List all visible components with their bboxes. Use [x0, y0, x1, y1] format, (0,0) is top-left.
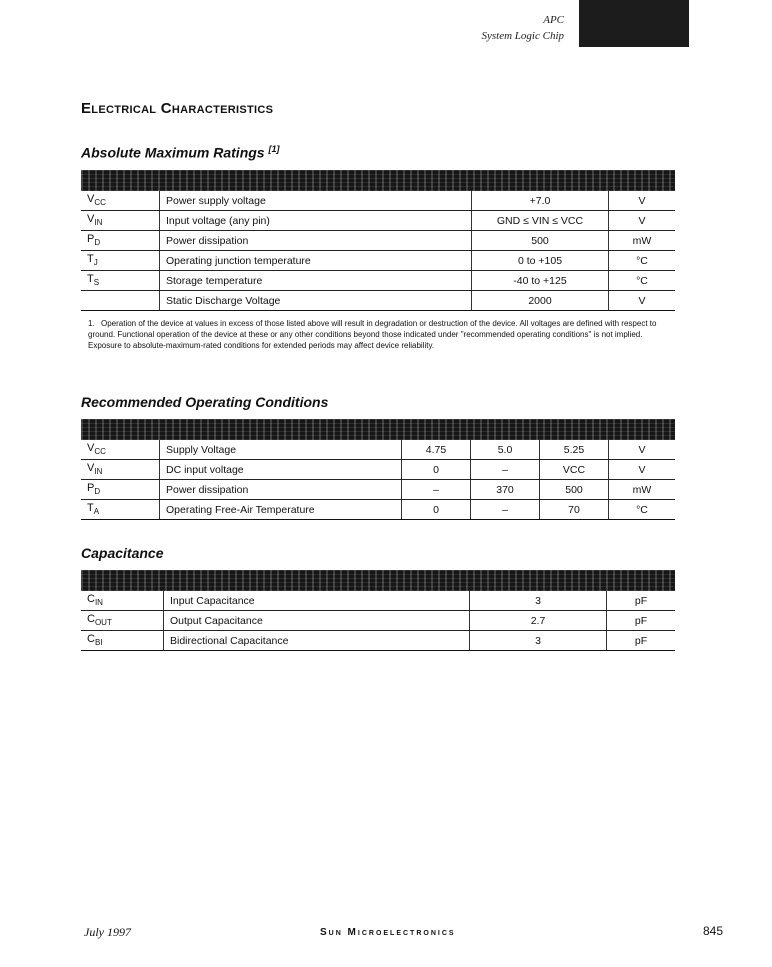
footer-date: July 1997 [84, 925, 131, 939]
max-cell: VCC [540, 460, 609, 480]
page-title: Electrical Characteristics [81, 100, 274, 117]
table-row [81, 211, 675, 231]
parameter-cell: Operating Free-Air Temperature [160, 500, 402, 520]
section-title-capacitance: Capacitance [81, 545, 164, 561]
parameter-cell: Operating junction temperature [160, 251, 472, 271]
unit-cell: °C [609, 271, 676, 291]
symbol-cell: $P_D$ [81, 480, 160, 500]
section-title-text: Absolute Maximum Ratings [81, 144, 265, 161]
document-header-product [482, 12, 565, 44]
unit-cell: pF [607, 631, 676, 651]
symbol-cell: $T_J$ [81, 251, 160, 271]
footnote-text: Operation of the device at values in excess of those listed above will result in degradation or destruction of the device. All voltages are defined with respect to ground. Functional operation of the device at these or any other conditions beyond those indicated under "recommended operating conditions" is not implied. Exposure to absolute-maximum-rated conditions for extended periods may affect device reliability. [88, 319, 657, 350]
table-row [81, 460, 675, 480]
footnote [88, 318, 668, 351]
table-row [81, 480, 675, 500]
parameter-cell: Bidirectional Capacitance [164, 631, 470, 651]
table-row [81, 251, 675, 271]
typ-cell: 5.0 [471, 440, 540, 460]
symbol-cell: $T_S$ [81, 271, 160, 291]
table-row [81, 500, 675, 520]
parameter-cell: Input voltage (any pin) [160, 211, 472, 231]
min-cell: 0 [402, 500, 471, 520]
symbol-cell: $C_{BI}$ [81, 631, 164, 651]
absolute-max-ratings-table [81, 170, 675, 311]
value-cell: 2.7 [470, 611, 607, 631]
unit-cell: V [609, 291, 676, 311]
table-row [81, 291, 675, 311]
symbol-cell: $T_A$ [81, 500, 160, 520]
parameter-cell: Storage temperature [160, 271, 472, 291]
unit-cell: mW [609, 480, 676, 500]
capacitance-table [81, 570, 675, 651]
parameter-cell: Power supply voltage [160, 191, 472, 211]
typ-cell: – [471, 500, 540, 520]
parameter-cell: Power dissipation [160, 480, 402, 500]
symbol-cell: $C_{OUT}$ [81, 611, 164, 631]
footnote-number: 1. [88, 319, 95, 328]
table-header-bar [81, 170, 675, 191]
unit-cell: °C [609, 251, 676, 271]
value-cell: -40 to +125 [472, 271, 609, 291]
typ-cell: – [471, 460, 540, 480]
value-cell: 2000 [472, 291, 609, 311]
table-row [81, 631, 675, 651]
min-cell: 0 [402, 460, 471, 480]
symbol-cell: $C_{IN}$ [81, 591, 164, 611]
value-cell: 3 [470, 591, 607, 611]
max-cell: 5.25 [540, 440, 609, 460]
page-number: 845 [703, 924, 724, 938]
unit-cell: °C [609, 500, 676, 520]
max-cell: 70 [540, 500, 609, 520]
unit-cell: V [609, 460, 676, 480]
table-header-bar [81, 419, 675, 440]
parameter-cell: Static Discharge Voltage [160, 291, 472, 311]
parameter-cell: Input Capacitance [164, 591, 470, 611]
value-cell: 3 [470, 631, 607, 651]
min-cell: – [402, 480, 471, 500]
unit-cell: V [609, 211, 676, 231]
section-title-absolute-max [81, 144, 279, 161]
unit-cell: V [609, 440, 676, 460]
table-header-bar [81, 570, 675, 591]
unit-cell: mW [609, 231, 676, 251]
table-row [81, 440, 675, 460]
table-row [81, 191, 675, 211]
symbol-cell [81, 291, 160, 311]
value-cell: 0 to +105 [472, 251, 609, 271]
symbol-cell: $V_{IN}$ [81, 211, 160, 231]
header-product-line: APC [543, 14, 564, 26]
parameter-cell: DC input voltage [160, 460, 402, 480]
parameter-cell: Power dissipation [160, 231, 472, 251]
symbol-cell: $V_{CC}$ [81, 191, 160, 211]
unit-cell: pF [607, 591, 676, 611]
unit-cell: pF [607, 611, 676, 631]
recommended-operating-conditions-table [81, 419, 675, 520]
min-cell: 4.75 [402, 440, 471, 460]
table-row [81, 611, 675, 631]
table-row [81, 591, 675, 611]
value-cell: 500 [472, 231, 609, 251]
value-cell: +7.0 [472, 191, 609, 211]
symbol-cell: $V_{IN}$ [81, 460, 160, 480]
typ-cell: 370 [471, 480, 540, 500]
parameter-cell: Output Capacitance [164, 611, 470, 631]
footnote-reference: [1] [268, 144, 280, 154]
section-title-recommended: Recommended Operating Conditions [81, 394, 329, 410]
parameter-cell: Supply Voltage [160, 440, 402, 460]
table-row [81, 271, 675, 291]
symbol-cell: $V_{CC}$ [81, 440, 160, 460]
table-row [81, 231, 675, 251]
unit-cell: V [609, 191, 676, 211]
header-product-subtitle: System Logic Chip [481, 30, 564, 42]
max-cell: 500 [540, 480, 609, 500]
footer-company: Sun Microelectronics [320, 927, 456, 938]
value-cell: GND ≤ VIN ≤ VCC [472, 211, 609, 231]
symbol-cell: $P_D$ [81, 231, 160, 251]
header-product-box [579, 0, 689, 47]
